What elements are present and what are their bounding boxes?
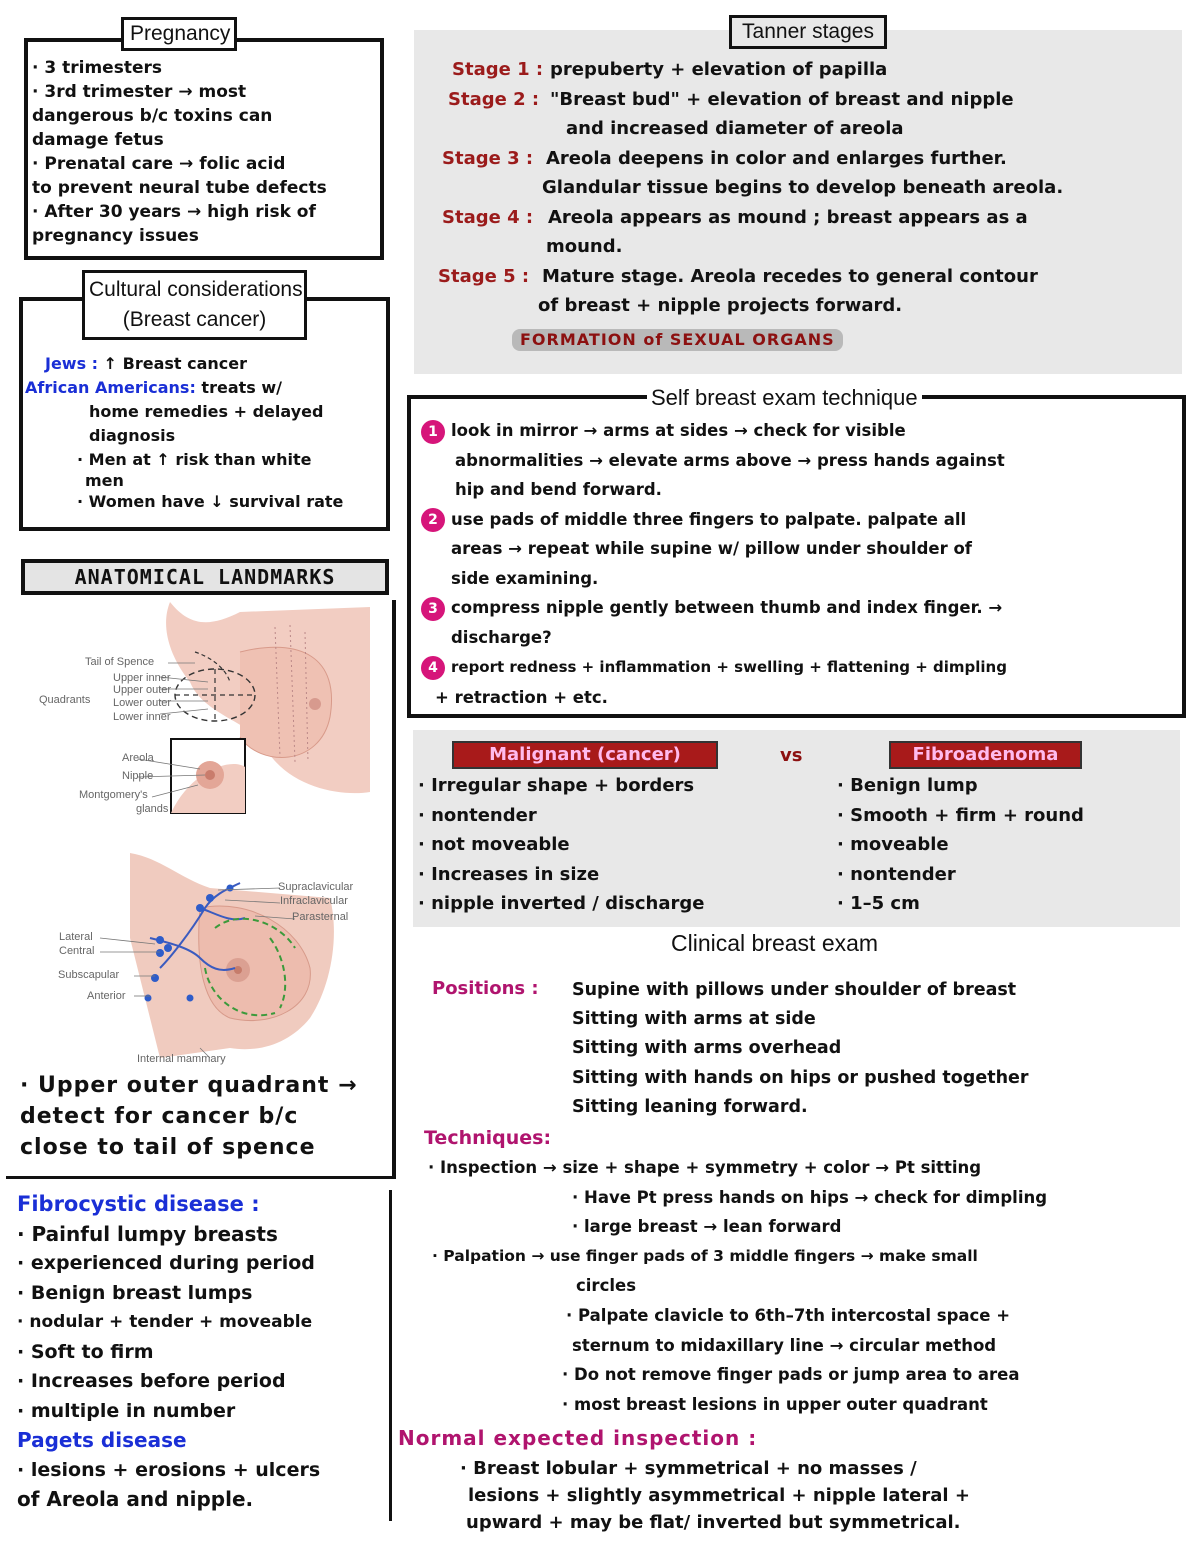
stage-label: Stage 1 : — [452, 59, 544, 80]
list-item: · Increases before period — [17, 1370, 286, 1392]
label-glands: glands — [136, 803, 169, 815]
list-item: diagnosis — [89, 426, 176, 445]
label-upper-inner: Upper inner — [113, 672, 171, 684]
list-item: men — [85, 471, 124, 490]
step-number-icon: 3 — [421, 597, 445, 621]
african-americans-label: African Americans: — [25, 378, 196, 397]
malignant-title — [452, 741, 718, 769]
step-text: + retraction + etc. — [435, 687, 608, 707]
label-quadrants: Quadrants — [39, 694, 91, 706]
fibrocystic-section — [17, 1190, 320, 1515]
fibroadenoma-title-text: Fibroadenoma — [912, 744, 1059, 765]
step-text: look in mirror → arms at sides → check for visible — [451, 421, 906, 440]
anatomical-title — [21, 559, 389, 595]
tanner-stages — [438, 55, 1063, 321]
step-text: use pads of middle three fingers to palpate. palpate all — [451, 509, 967, 529]
list-item: · Breast lobular + symmetrical + no masses / — [460, 1458, 917, 1479]
label-montgomerys: Montgomery's — [79, 789, 148, 801]
list-item: · After 30 years → high risk of — [32, 202, 316, 222]
upper-outer-quadrant-note — [20, 1070, 358, 1163]
label-anterior: Anterior — [87, 990, 126, 1002]
cultural-title-line1: Cultural considerations — [89, 278, 303, 301]
cultural-title — [82, 270, 307, 340]
stage-text: mound. — [546, 236, 623, 257]
list-item: dangerous b/c toxins can — [32, 106, 273, 126]
list-item: · 3rd trimester → most — [32, 82, 247, 102]
list-item: · experienced during period — [17, 1252, 315, 1274]
label-upper-outer: Upper outer — [113, 684, 172, 696]
list-item: · Men at ↑ risk than white — [77, 450, 312, 469]
list-item: Sitting leaning forward. — [572, 1096, 808, 1117]
step-text: hip and bend forward. — [455, 480, 662, 499]
fibrocystic-right-rule — [389, 1190, 392, 1521]
label-supraclavicular: Supraclavicular — [278, 881, 354, 893]
list-item: · large breast → lean forward — [572, 1217, 842, 1237]
list-item: Sitting with arms overhead — [572, 1038, 842, 1059]
list-item: · Benign breast lumps — [17, 1281, 253, 1304]
stage-label: Stage 4 : — [442, 206, 534, 228]
pregnancy-title: Pregnancy — [121, 17, 237, 51]
label-lower-inner: Lower inner — [113, 711, 171, 723]
vs-label: vs — [780, 745, 803, 766]
positions-label: Positions : — [432, 978, 539, 999]
list-item: · Prenatal care → folic acid — [32, 154, 286, 174]
positions-list — [572, 976, 1029, 1122]
list-item: · Painful lumpy breasts — [17, 1221, 278, 1246]
label-nipple: Nipple — [122, 770, 154, 782]
fibroadenoma-list — [837, 771, 1084, 919]
list-item: · multiple in number — [17, 1399, 236, 1422]
list-item: pregnancy issues — [32, 226, 199, 246]
step-text: compress nipple gently between thumb and index finger. → — [451, 598, 1003, 617]
label-tail-of-spence: Tail of Spence — [85, 656, 155, 668]
label-parasternal: Parasternal — [292, 911, 349, 923]
list-item: · moveable — [837, 834, 949, 855]
list-item: · Smooth + firm + round — [837, 804, 1084, 826]
anatomical-title-text: ANATOMICAL LANDMARKS — [74, 565, 336, 589]
label-lower-outer: Lower outer — [113, 697, 172, 709]
step-text: areas → repeat while supine w/ pillow under shoulder of — [451, 539, 972, 558]
step-text: side examining. — [451, 568, 599, 588]
list-item: · Increases in size — [418, 863, 600, 885]
list-item: · Women have ↓ survival rate — [77, 492, 344, 511]
stage-label: Stage 2 : — [448, 88, 540, 110]
stage-text: Glandular tissue begins to develop beneath areola. — [542, 177, 1064, 198]
list-item: home remedies + delayed — [89, 402, 324, 421]
list-item: damage fetus — [32, 130, 164, 150]
stage-label: Stage 3 : — [442, 147, 534, 169]
list-item: · lesions + erosions + ulcers — [17, 1458, 321, 1481]
label-infraclavicular: Infraclavicular — [280, 895, 348, 907]
list-item: · Irregular shape + borders — [418, 775, 695, 796]
list-item: · Soft to firm — [17, 1340, 154, 1363]
note-line: close to tail of spence — [20, 1135, 316, 1160]
list-item: · Palpate clavicle to 6th–7th intercostal space + — [566, 1305, 1011, 1325]
list-item: upward + may be flat/ inverted but symmetrical. — [466, 1512, 961, 1533]
stage-text: prepuberty + elevation of papilla — [550, 59, 888, 80]
list-item: Sitting with hands on hips or pushed together — [572, 1067, 1029, 1088]
cultural-title-line2: (Breast cancer) — [122, 308, 267, 331]
normal-inspection-list — [460, 1455, 970, 1536]
tanner-title: Tanner stages — [729, 15, 887, 49]
fibrocystic-title: Fibrocystic disease : — [17, 1192, 260, 1216]
list-item: · nipple inverted / discharge — [418, 893, 705, 914]
label-internal-mammary: Internal mammary — [137, 1053, 226, 1065]
list-item: · 3 trimesters — [32, 58, 162, 78]
techniques-label: Techniques: — [424, 1127, 552, 1149]
step-number-icon: 1 — [421, 420, 445, 444]
jews-label: Jews : — [45, 354, 99, 373]
list-item: sternum to midaxillary line → circular method — [572, 1335, 997, 1355]
stage-text: and increased diameter of areola — [566, 118, 904, 139]
stage-text: Mature stage. Areola recedes to general contour — [542, 265, 1038, 287]
list-item: to prevent neural tube defects — [32, 178, 327, 198]
list-item: · Have Pt press hands on hips → check for dimpling — [572, 1187, 1048, 1207]
tanner-footer-text: FORMATION of SEXUAL ORGANS — [520, 330, 835, 349]
anatomical-bottom-rule — [6, 1176, 396, 1179]
list-item: · nodular + tender + moveable — [17, 1312, 313, 1332]
step-number-icon: 4 — [421, 656, 445, 680]
note-line: detect for cancer b/c — [20, 1104, 299, 1129]
step-text: abnormalities → elevate arms above → press hands against — [455, 450, 1005, 470]
label-areola: Areola — [122, 752, 154, 764]
stage-text: Areola appears as mound ; breast appears as a — [548, 206, 1028, 228]
list-item: · nontender — [418, 804, 537, 826]
list-item: · Palpation → use finger pads of 3 middle fingers → make small — [432, 1246, 978, 1265]
list-item: circles — [576, 1276, 637, 1296]
list-item: · Benign lump — [837, 775, 978, 796]
cultural-content — [25, 352, 343, 514]
techniques-list — [428, 1153, 1047, 1419]
list-item: · nontender — [837, 863, 956, 885]
list-item: Supine with pillows under shoulder of breast — [572, 980, 1017, 1000]
anatomical-right-rule — [392, 600, 396, 1177]
step-text: report redness + inflammation + swelling + flattening + dimpling — [451, 658, 1007, 676]
list-item: · Do not remove finger pads or jump area to area — [562, 1365, 1020, 1385]
self-exam-title: Self breast exam technique — [647, 385, 922, 411]
tanner-footer — [512, 329, 843, 351]
stage-text: of breast + nipple projects forward. — [538, 295, 903, 316]
malignant-title-text: Malignant (cancer) — [489, 744, 681, 765]
label-subscapular: Subscapular — [58, 969, 120, 981]
list-item: Sitting with arms at side — [572, 1009, 816, 1030]
african-americans-text: treats w/ — [201, 378, 282, 397]
list-item: · most breast lesions in upper outer quadrant — [562, 1394, 988, 1414]
note-line: · Upper outer quadrant → — [20, 1073, 358, 1098]
list-item: · Inspection → size + shape + symmetry + color → Pt sitting — [428, 1158, 982, 1177]
stage-text: Areola deepens in color and enlarges further. — [546, 147, 1007, 169]
list-item: · 1–5 cm — [837, 893, 920, 914]
step-number-icon: 2 — [421, 508, 445, 532]
normal-inspection-label: Normal expected inspection : — [398, 1426, 758, 1450]
pregnancy-list — [32, 56, 327, 248]
list-item: of Areola and nipple. — [17, 1487, 254, 1511]
list-item: · not moveable — [418, 834, 570, 855]
step-text: discharge? — [451, 627, 552, 647]
label-lateral: Lateral — [59, 931, 93, 943]
self-exam-steps — [421, 416, 1007, 712]
stage-label: Stage 5 : — [438, 265, 530, 287]
malignant-list — [418, 771, 704, 919]
clinical-title: Clinical breast exam — [671, 930, 879, 956]
stage-text: "Breast bud" + elevation of breast and nipple — [550, 88, 1014, 110]
list-item: lesions + slightly asymmetrical + nipple lateral + — [468, 1485, 970, 1506]
label-central: Central — [59, 945, 95, 957]
fibroadenoma-title — [889, 741, 1082, 769]
jews-text: ↑ Breast cancer — [103, 354, 248, 373]
pagets-title: Pagets disease — [17, 1428, 187, 1452]
